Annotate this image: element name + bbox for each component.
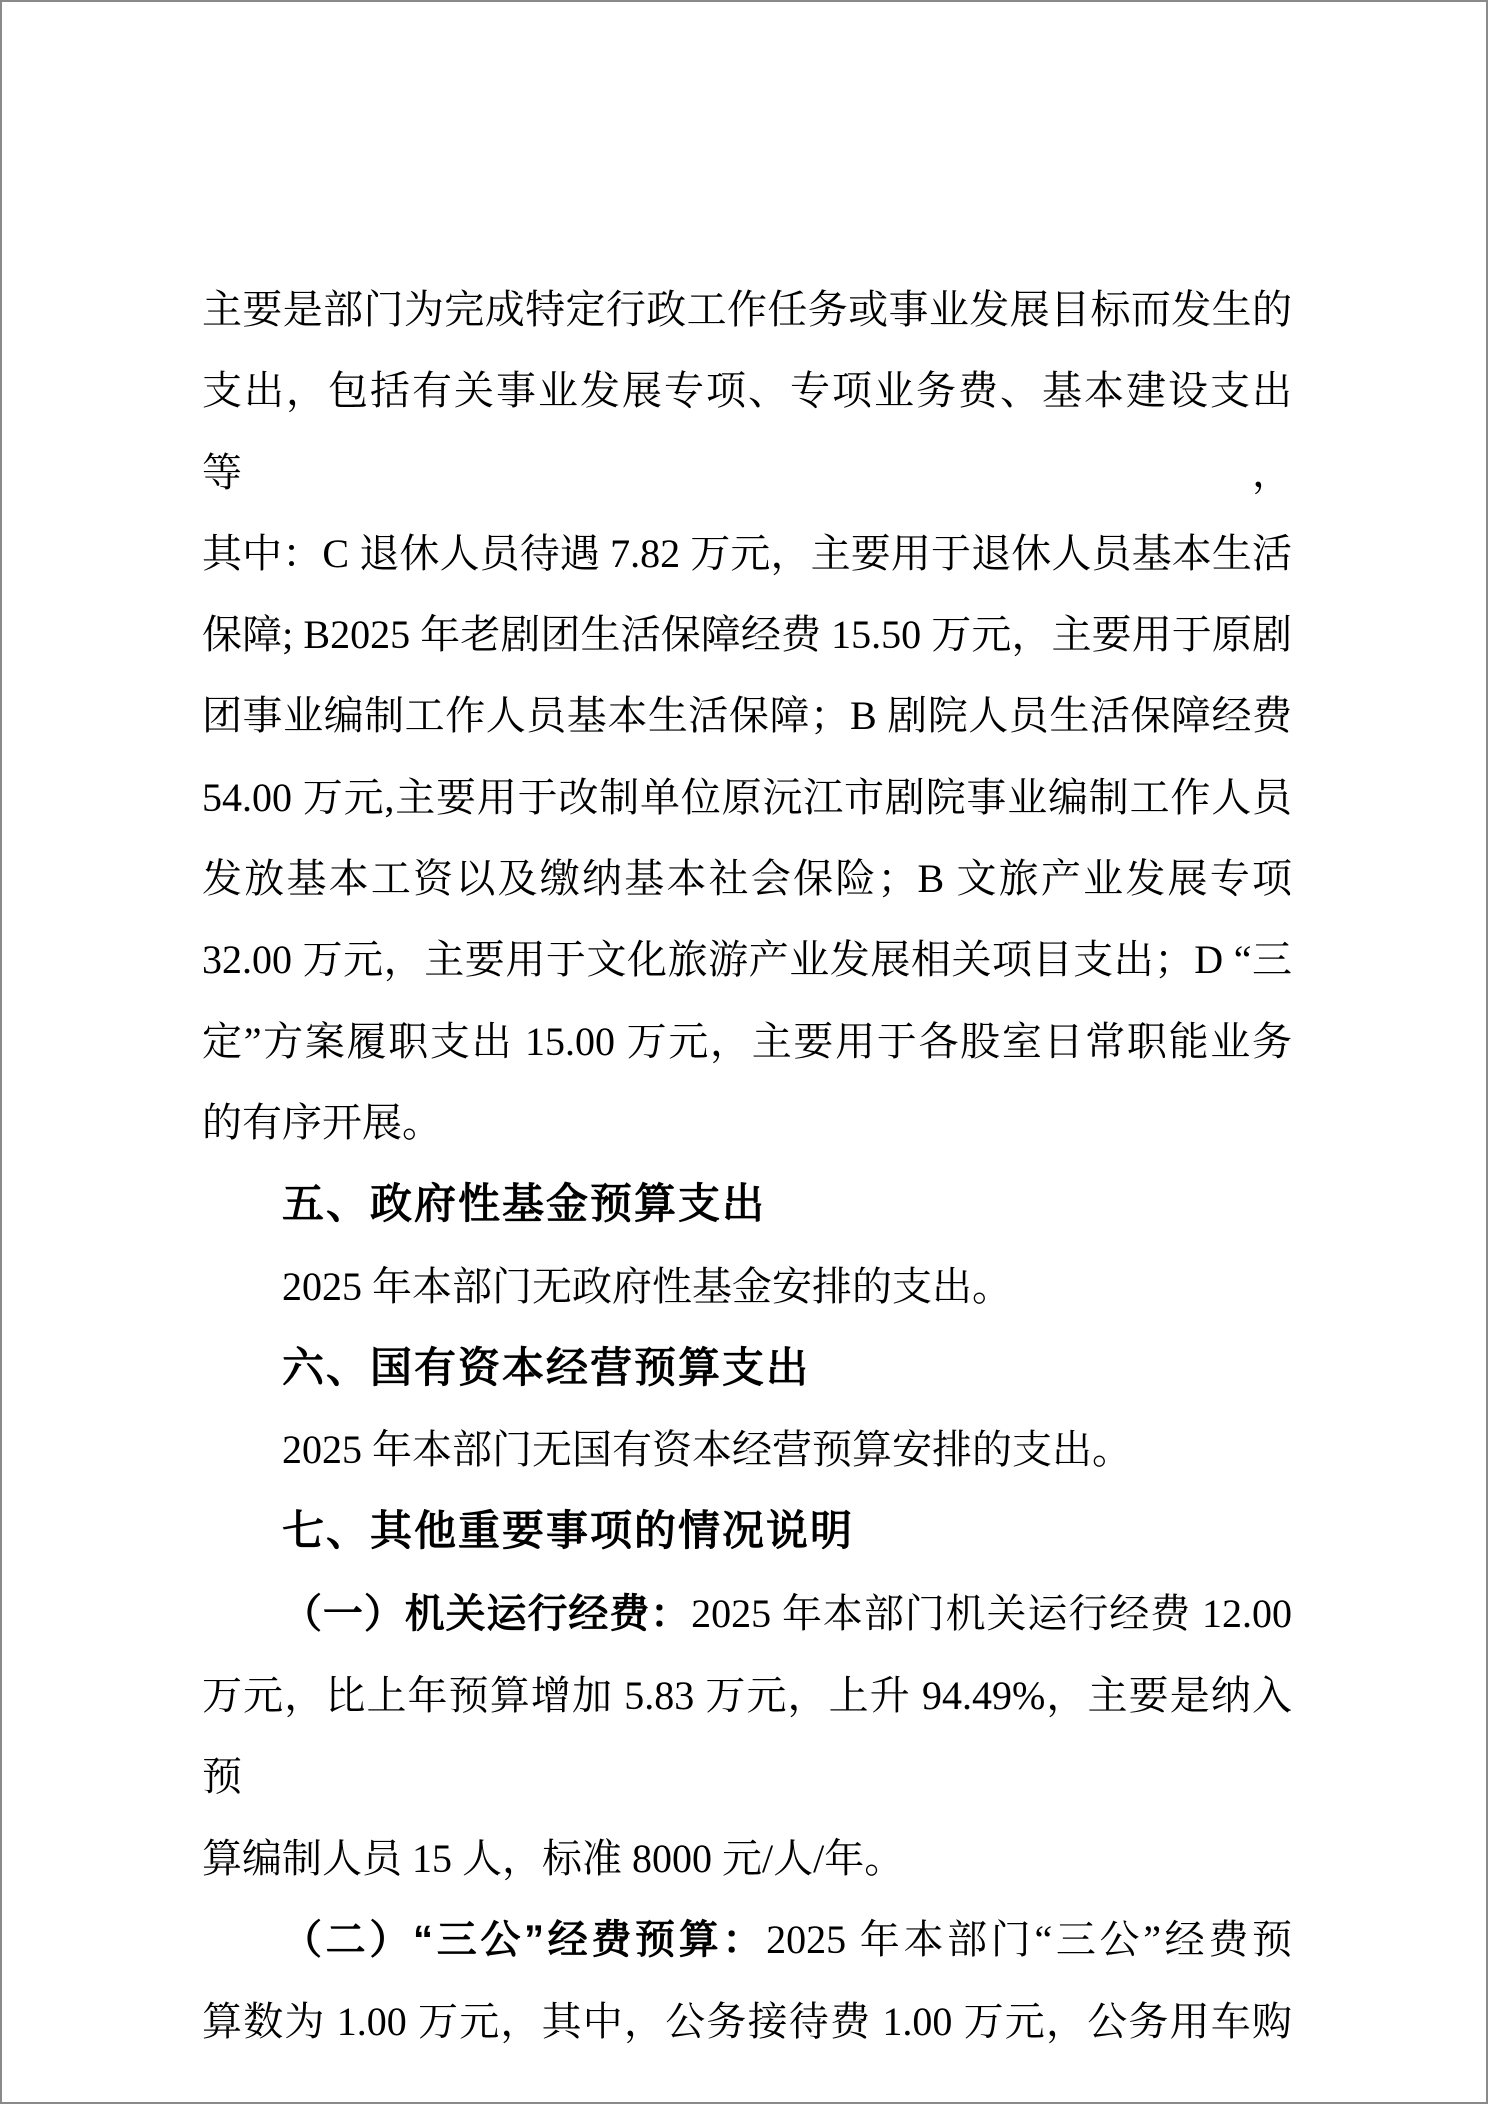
- text-run: 主要是部门为完成特定行政工作任务或事业发展目标而发生的: [202, 287, 1292, 332]
- text-line: [202, 675, 1292, 756]
- text-run: 团事业编制工作人员基本生活保障；B 剧院人员生活保障经费: [202, 693, 1292, 739]
- text-run: 算数为 1.00 万元，其中，公务接待费 1.00 万元，公务用车购: [202, 1999, 1292, 2045]
- text-run: 2025 年本部门机关运行经费 12.00: [691, 1590, 1293, 1636]
- section-5-paragraph: [202, 1246, 1292, 1327]
- document-body: [202, 269, 1292, 2063]
- text-run: 54.00 万元,主要用于改制单位原沅江市剧院事业编制工作人员: [202, 774, 1292, 820]
- text-line: [202, 1655, 1292, 1818]
- text-run: 算编制人员 15 人，标准 8000 元/人/年。: [202, 1835, 905, 1881]
- text-line: [202, 350, 1292, 513]
- text-run: 支出，包括有关事业发展专项、专项业务费、基本建设支出等，: [202, 368, 1292, 495]
- text-run: 的有序开展。: [202, 1099, 442, 1145]
- text-line: [202, 1409, 1292, 1490]
- bold-run: （二）“三公”经费预算：: [282, 1917, 767, 1962]
- bold-run: （一）机关运行经费：: [282, 1591, 692, 1636]
- text-line: [202, 1246, 1292, 1327]
- heading-line: [202, 1490, 1292, 1572]
- text-line: [202, 838, 1292, 919]
- text-line: [202, 919, 1292, 1000]
- text-line: [202, 757, 1292, 838]
- text-run: 32.00 万元，主要用于文化旅游产业发展相关项目支出；D “三: [202, 937, 1292, 983]
- heading-line: [202, 1163, 1292, 1245]
- project-expenditure-paragraph: [202, 269, 1292, 1163]
- text-run: 发放基本工资以及缴纳基本社会保险；B 文旅产业发展专项: [202, 856, 1292, 902]
- text-run: 定”方案履职支出 15.00 万元，主要用于各股室日常职能业务: [202, 1018, 1292, 1064]
- text-line: [202, 269, 1292, 350]
- text-run: 其中：C 退休人员待遇 7.82 万元，主要用于退休人员基本生活: [202, 530, 1292, 576]
- text-line: [202, 1082, 1292, 1163]
- text-line: [202, 1899, 1292, 1981]
- bold-run: 六、国有资本经营预算支出: [282, 1343, 811, 1391]
- agency-operating-costs-paragraph: [202, 1573, 1292, 1899]
- text-line: [202, 1001, 1292, 1082]
- section-7-heading: [202, 1490, 1292, 1572]
- section-6-heading: [202, 1327, 1292, 1409]
- text-run: 保障; B2025 年老剧团生活保障经费 15.50 万元，主要用于原剧: [202, 612, 1292, 658]
- bold-run: 五、政府性基金预算支出: [282, 1180, 767, 1228]
- bold-run: 七、其他重要事项的情况说明: [282, 1507, 855, 1555]
- section-5-heading: [202, 1163, 1292, 1245]
- text-run: 万元，比上年预算增加 5.83 万元，上升 94.49%，主要是纳入预: [202, 1673, 1292, 1800]
- text-line: [202, 594, 1292, 675]
- text-run: 2025 年本部门无国有资本经营预算安排的支出。: [282, 1427, 1132, 1473]
- text-line: [202, 1573, 1292, 1655]
- text-line: [202, 513, 1292, 594]
- text-line: [202, 1981, 1292, 2062]
- text-run: 2025 年本部门无政府性基金安排的支出。: [282, 1263, 1012, 1309]
- text-line: [202, 1818, 1292, 1899]
- text-run: 2025 年本部门“三公”经费预: [766, 1916, 1293, 1962]
- three-public-expenses-paragraph: [202, 1899, 1292, 2063]
- heading-line: [202, 1327, 1292, 1409]
- section-6-paragraph: [202, 1409, 1292, 1490]
